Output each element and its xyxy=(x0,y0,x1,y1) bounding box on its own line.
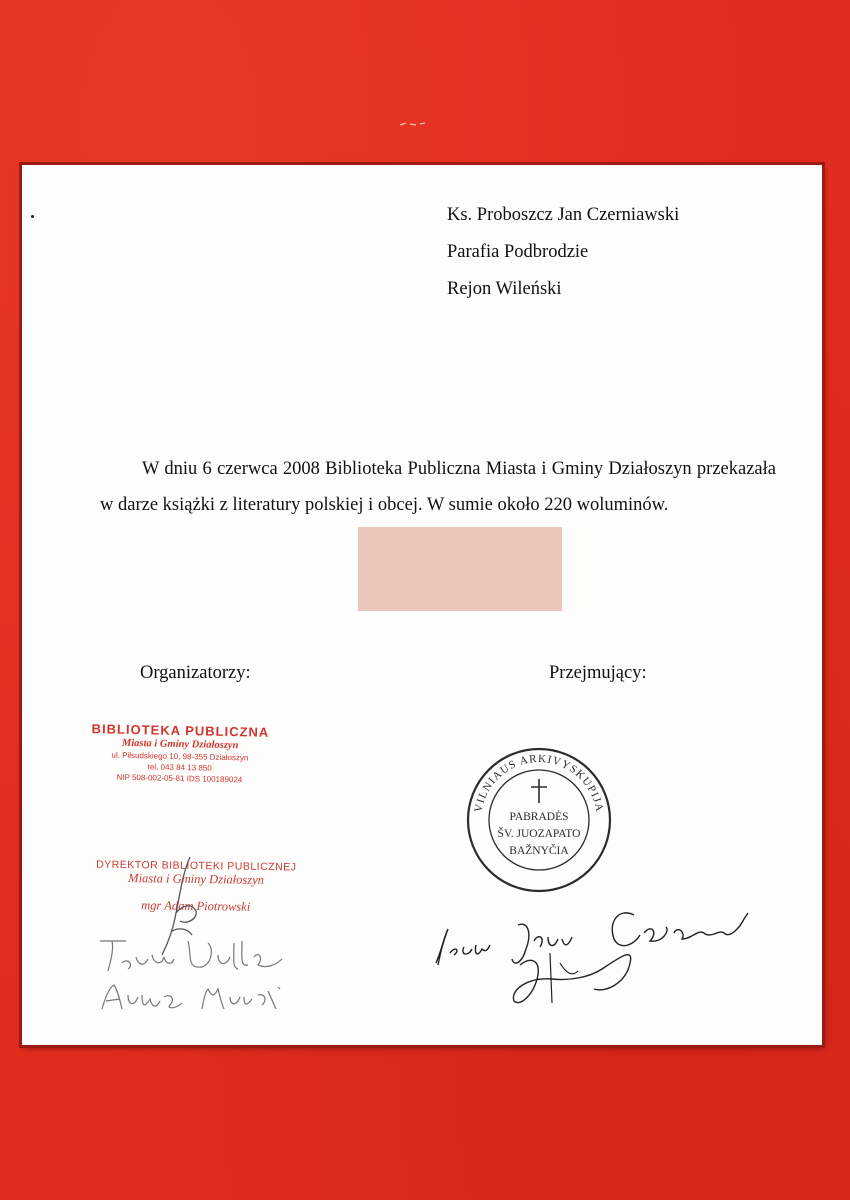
priest-signature xyxy=(430,893,770,1023)
addressee-block xyxy=(447,205,679,316)
body-paragraph-text: W dniu 6 czerwca 2008 Biblioteka Publiczna Miasta i Gminy Działoszyn przekazała w darze książki z literatury polskiej i obcej. W sumie około 220 woluminów. xyxy=(100,459,776,515)
redaction-block xyxy=(358,527,562,611)
letter-paper xyxy=(22,165,822,1045)
addressee-district: Rejon Wileński xyxy=(447,279,562,299)
library-stamp-subtitle: Miasta i Gminy Działoszyn xyxy=(121,737,239,752)
seal-center-line2: ŠV. JUOZAPATO xyxy=(497,828,581,840)
library-stamp-ids: NIP 508-002-05-81 IDS 100189024 xyxy=(116,772,243,785)
seal-ring-text: VILNIAUS ARKIVYSKUPIJA xyxy=(472,752,606,814)
seal-center-line3: BAŽNYČIA xyxy=(509,845,569,857)
library-stamp-phone: tel. 043 84 13 850 xyxy=(147,762,212,773)
library-stamp xyxy=(79,721,280,785)
director-stamp-title: DYREKTOR BIBLIOTEKI PUBLICZNEJ xyxy=(96,858,297,874)
director-stamp-name: mgr Adam Piotrowski xyxy=(141,898,251,914)
addressee-parish: Parafia Podbrodzie xyxy=(447,242,589,262)
director-stamp-subtitle: Miasta i Gminy Działoszyn xyxy=(128,871,265,887)
library-stamp-address: ul. Piłsudskiego 10, 98-355 Działoszyn xyxy=(111,750,249,763)
body-paragraph xyxy=(100,451,776,523)
speck xyxy=(31,215,34,218)
addressee-name: Ks. Proboszcz Jan Czerniawski xyxy=(447,205,680,225)
cross-icon xyxy=(531,779,547,803)
parish-seal xyxy=(464,745,614,895)
handwritten-names xyxy=(92,935,292,1015)
scan-mark xyxy=(398,120,428,128)
library-stamp-title: BIBLIOTEKA PUBLICZNA xyxy=(91,721,270,740)
seal-center-line1: PABRADĖS xyxy=(509,811,569,823)
organizers-label: Organizatorzy: xyxy=(140,663,251,683)
recipient-label: Przejmujący: xyxy=(549,663,647,683)
